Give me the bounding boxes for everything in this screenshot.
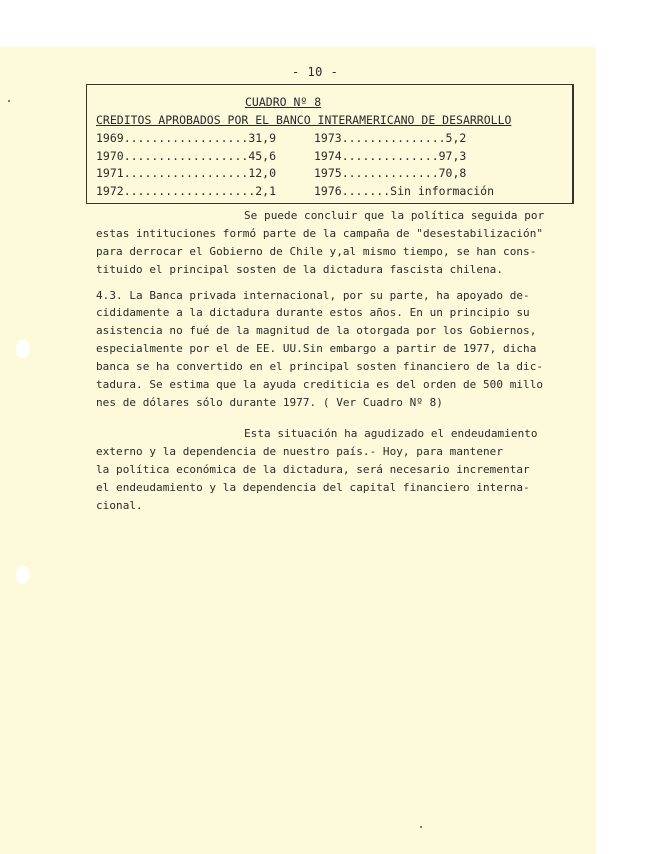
table-row-right: 1976.......Sin información (314, 184, 495, 198)
paragraph-line: tituido el principal sosten de la dictadura fascista chilena. (96, 263, 504, 276)
punch-hole-top (16, 340, 30, 358)
table-row-right: 1975..............70,8 (314, 166, 467, 180)
table-title: CUADRO Nº 8 (245, 95, 322, 109)
paragraph-line: la política económica de la dictadura, será necesario incrementar (96, 463, 530, 476)
punch-hole-bottom (16, 566, 30, 584)
paragraph-line: cididamente a la dictadura durante estos años. En un principio su (96, 306, 530, 319)
scan-speck (8, 100, 10, 102)
table-row-right: 1973...............5,2 (314, 131, 467, 145)
table-subtitle: CREDITOS APROBADOS POR EL BANCO INTERAMERICANO DE DESARROLLO (96, 113, 512, 127)
paragraph-line: Esta situación ha agudizado el endeudamiento (244, 427, 538, 440)
page-number: - 10 - (292, 65, 339, 79)
paragraph-line: asistencia no fué de la magnitud de la otorgada por los Gobiernos, (96, 324, 537, 337)
paragraph-line: nes de dólares sólo durante 1977. ( Ver Cuadro Nº 8) (96, 396, 443, 409)
paragraph-line: Se puede concluir que la política seguida por (244, 209, 545, 222)
paragraph-line: 4.3. La Banca privada internacional, por su parte, ha apoyado de- (96, 289, 530, 302)
table-row-right: 1974..............97,3 (314, 149, 467, 163)
paragraph-line: especialmente por el de EE. UU.Sin embargo a partir de 1977, dicha (96, 342, 537, 355)
paragraph-line: el endeudamiento y la dependencia del capital financiero interna- (96, 481, 530, 494)
paragraph-line: banca se ha convertido en el principal sosten financiero de la dic- (96, 360, 544, 373)
table-row-left: 1969..................31,9 (96, 131, 277, 145)
paragraph-line: estas intituciones formó parte de la campaña de "desestabilización" (96, 227, 544, 240)
table-row-left: 1970..................45,6 (96, 149, 277, 163)
paragraph-line: cional. (96, 499, 143, 512)
paragraph-line: para derrocar el Gobierno de Chile y,al mismo tiempo, se han cons- (96, 245, 537, 258)
paragraph-line: externo y la dependencia de nuestro país.- Hoy, para mantener (96, 445, 504, 458)
table-row-left: 1972...................2,1 (96, 184, 277, 198)
table-row-left: 1971..................12,0 (96, 166, 277, 180)
paragraph-line: tadura. Se estima que la ayuda crediticia es del orden de 500 millo (96, 378, 544, 391)
scan-speck (420, 826, 422, 828)
